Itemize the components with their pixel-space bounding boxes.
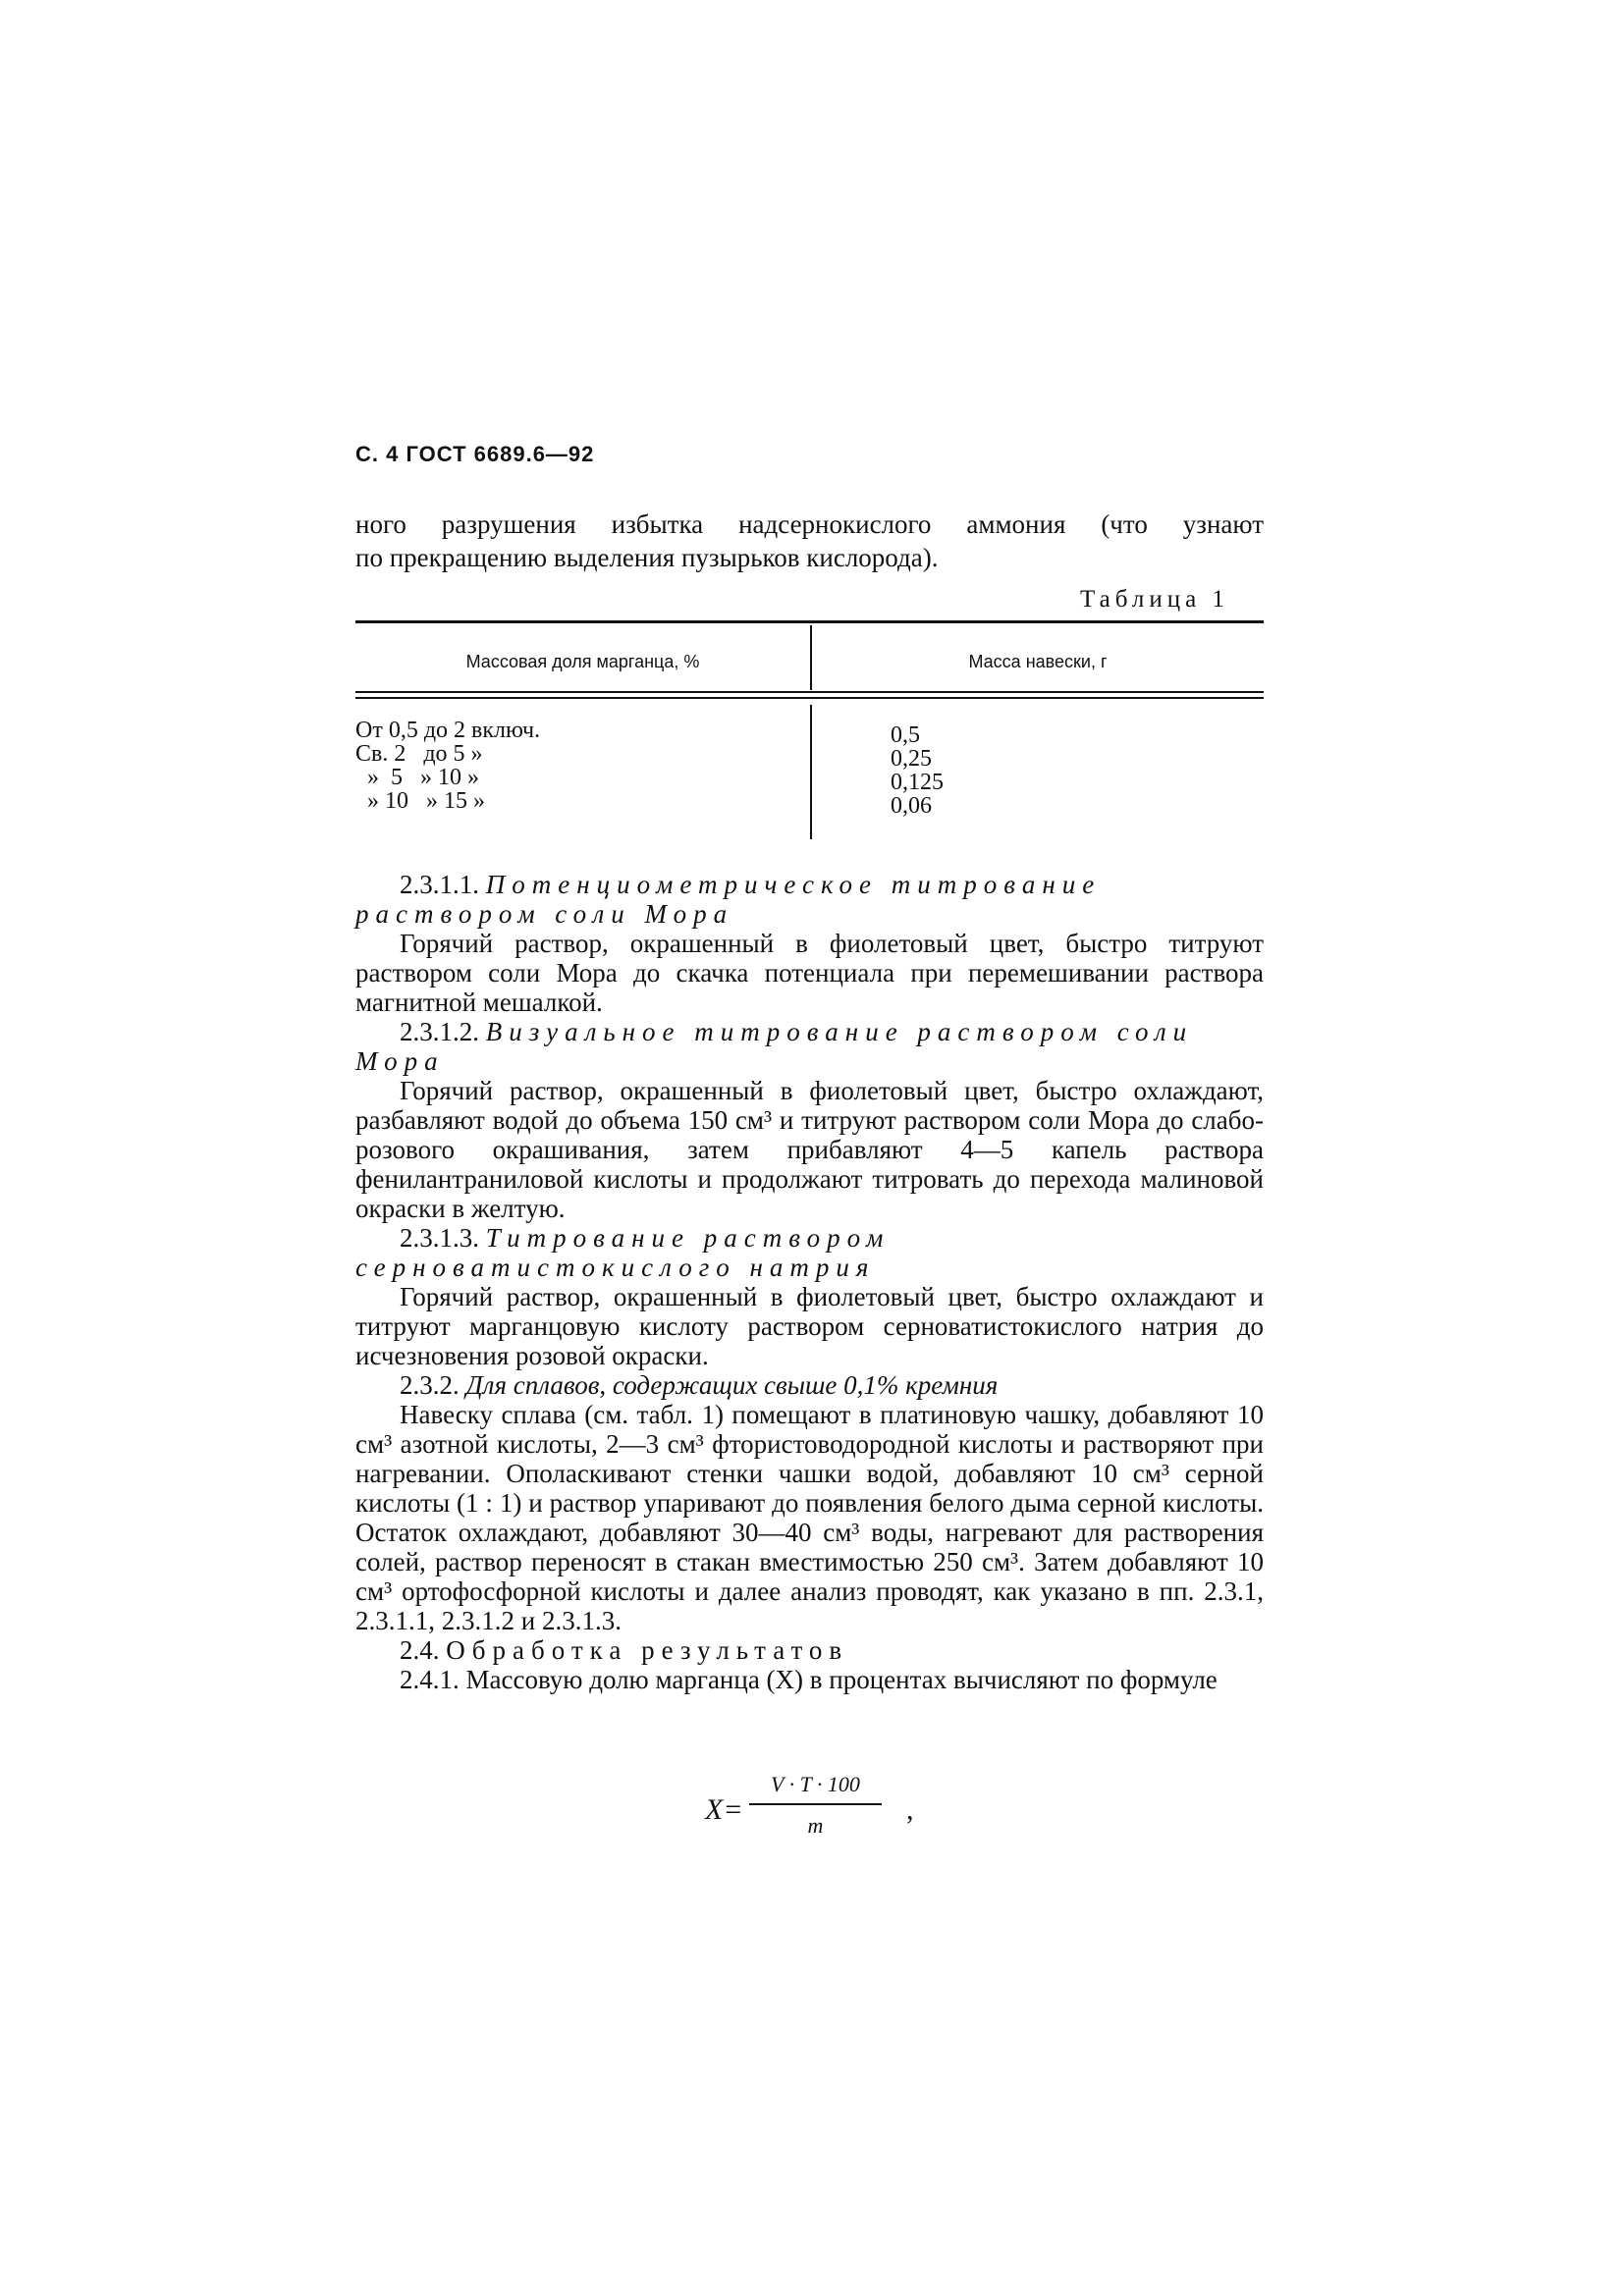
table-cell-range: » 5 » 10 » [355,765,479,790]
section-232-heading [355,1370,1264,1400]
table-cell-range: » 10 » 15 » [355,788,485,814]
table-cell-mass: 0,5 [891,722,920,748]
section-number: 2.4.1. [400,1665,460,1694]
section-2313-text: Горячий раствор, окрашенный в фиолетовый цвет, быстро охлаждают и титруют марганцовую кислоту раствором серноватистокислого натрия до исчезновения розовой окраски. [355,1282,1264,1370]
table-1 [355,620,1264,839]
section-title: Титрование раствором серноватистокислого натрия [355,1223,891,1282]
table-rule-header-1 [355,691,1264,693]
table-cell-mass: 0,125 [891,770,944,795]
intro-line-1: ного разрушения избытка надсернокислого аммония (что узнают [355,509,1264,539]
section-number: 2.4. [400,1635,440,1665]
table-cell-range: От 0,5 до 2 включ. [355,718,541,743]
table-header-sample-mass: Масса навески, г [968,652,1108,671]
table-rule-header-2 [355,697,1264,699]
section-241-sentence: Массовую долю марганца (X) в процентах вычисляют по формуле [465,1665,1218,1694]
formula-lhs: X= [705,1793,743,1826]
section-number: 2.3.1.1. [400,870,479,899]
section-2313-heading [355,1223,1264,1282]
table-title: Таблица 1 [1080,586,1229,613]
table-column-masses [891,723,944,818]
section-title: Потенциометрическое титрование раствором соли Мора [355,870,1102,929]
section-title: Для сплавов, содержащих свыше 0,1% кремния [465,1370,999,1400]
section-title: Обработка результатов [446,1635,849,1665]
section-number: 2.3.1.3. [400,1223,479,1253]
section-2312-heading [355,1017,1264,1076]
section-number: 2.3.1.2. [400,1017,479,1046]
table-header-mass-fraction: Массовая доля марганца, % [465,652,700,671]
section-number: 2.3.2. [400,1370,460,1400]
section-2311-text: Горячий раствор, окрашенный в фиолетовый цвет, быстро титруют раствором соли Мора до скачка потенциала при перемешивании раствора магнитной мешалкой. [355,929,1264,1017]
table-rule-top [355,620,1264,623]
section-title: Визуальное титрование раствором соли Мора [355,1017,1194,1076]
body-text [355,870,1264,1694]
formula-fraction [749,1772,906,1839]
intro-line-2: по прекращению выделения пузырьков кислорода). [355,543,939,572]
table-cell-range: Св. 2 до 5 » [355,741,483,767]
formula-comma: , [906,1793,914,1826]
section-232-text: Навеску сплава (см. табл. 1) помещают в платиновую чашку, добавляют 10 см³ азотной кислоты, 2—3 см³ фтористоводородной кислоты и растворяют при нагревании. Ополаскивают стенки чашки водой, добавляют 10 см³ серной кислоты (1 : 1) и раствор упаривают до появления белого дыма серной кислоты. Остаток охлаждают, добавляют 30—40 см³ воды, нагревают для растворения солей, раствор переносят в стакан вместимостью 250 см³. Затем добавляют 10 см³ ортофосфорной кислоты и далее анализ проводят, как указано в пп. 2.3.1, 2.3.1.1, 2.3.1.2 и 2.3.1.3. [355,1400,1264,1635]
table-cell-mass: 0,06 [891,793,932,819]
table-cell-mass: 0,25 [891,746,932,772]
section-2311-heading [355,870,1264,929]
section-24-heading [355,1635,1264,1665]
section-2312-text: Горячий раствор, окрашенный в фиолетовый цвет, быстро охлаждают, разбавляют водой до объема 150 см³ и титруют раствором соли Мора до слабо-розового окрашивания, затем прибавляют 4—5 капель раствора фенилантраниловой кислоты и продолжают титровать до перехода малиновой окраски в желтую. [355,1076,1264,1223]
table-column-divider-body [810,705,812,839]
formula-denominator: m [807,1813,824,1838]
table-column-ranges [355,719,540,813]
section-241-text [355,1665,1264,1694]
formula-numerator: V · T · 100 [771,1772,860,1796]
intro-paragraph [355,507,1264,574]
formula-fraction-bar [749,1803,882,1805]
running-head: С. 4 ГОСТ 6689.6—92 [355,442,595,466]
